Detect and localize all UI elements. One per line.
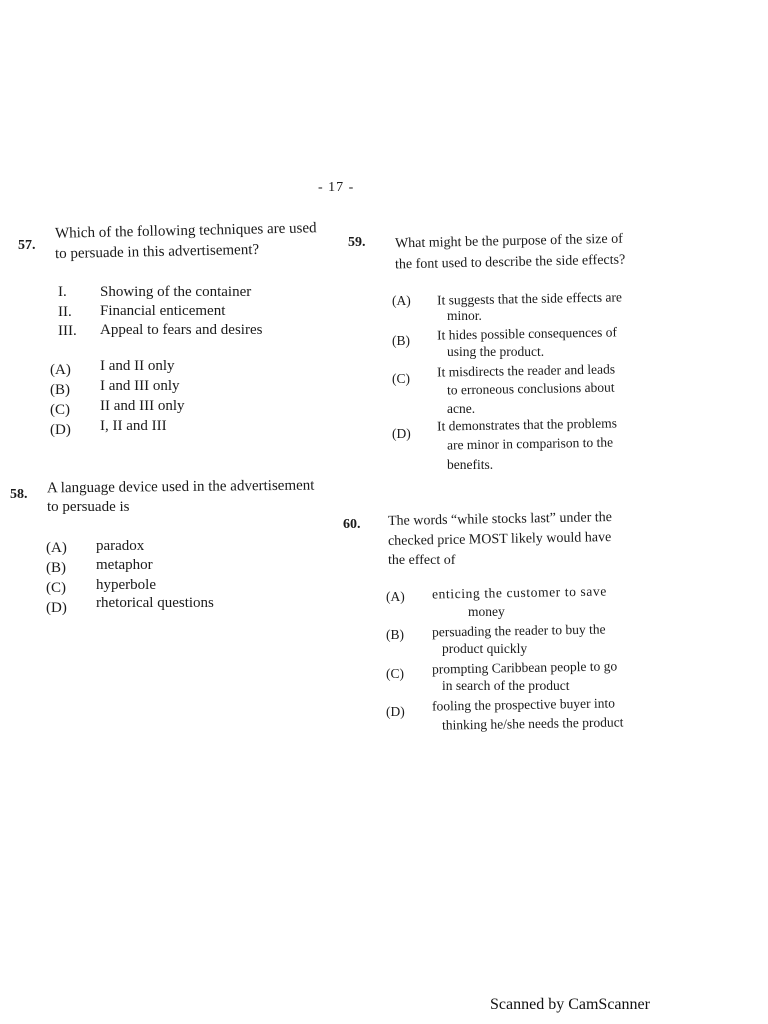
- option-b-label: (B): [386, 627, 404, 642]
- option-c-line: to erroneous conclusions about: [446, 379, 615, 398]
- option-d-line: fooling the prospective buyer into: [431, 695, 616, 714]
- option-a-text: paradox: [96, 538, 145, 554]
- option-d-label: (D): [50, 422, 71, 438]
- question-number: 60.: [343, 517, 361, 532]
- stem-line: the font used to describe the side effects?: [394, 252, 626, 273]
- stem-line: A language device used in the advertisement: [46, 477, 315, 497]
- option-a-label: (A): [386, 589, 405, 604]
- option-d-line: thinking he/she needs the product: [441, 714, 624, 733]
- option-c-label: (C): [50, 402, 70, 418]
- stem-line: What might be the purpose of the size of: [394, 231, 623, 252]
- option-c-label: (C): [386, 666, 404, 681]
- option-d-label: (D): [392, 426, 411, 441]
- stem-line: Which of the following techniques are used: [54, 220, 317, 242]
- option-c-line: prompting Caribbean people to go: [431, 658, 618, 677]
- stem-line: the effect of: [388, 553, 456, 568]
- option-b-label: (B): [46, 560, 66, 576]
- question-number: 57.: [18, 238, 36, 253]
- stem-line: to persuade is: [47, 499, 130, 515]
- option-a-text: I and II only: [100, 358, 175, 374]
- option-b-line: persuading the reader to buy the: [431, 621, 606, 640]
- option-a-label: (A): [50, 362, 71, 378]
- stem-line: to persuade in this advertisement?: [54, 241, 260, 263]
- page-number: - 17 -: [318, 180, 355, 195]
- stem-line: checked price MOST likely would have: [387, 530, 612, 549]
- option-a-line: minor.: [447, 308, 482, 323]
- scanner-watermark: Scanned by CamScanner: [490, 996, 650, 1013]
- option-c-label: (C): [46, 580, 66, 596]
- option-b-line: It hides possible consequences of: [436, 324, 618, 343]
- item-text: Financial enticement: [100, 303, 226, 319]
- question-number: 59.: [348, 235, 366, 250]
- item-label: III.: [58, 323, 77, 339]
- option-c-line: acne.: [447, 401, 476, 416]
- option-a-line: money: [468, 604, 505, 619]
- option-a-label: (A): [46, 540, 67, 556]
- option-c-label: (C): [392, 371, 410, 386]
- item-text: Showing of the container: [100, 284, 252, 300]
- option-c-line: It misdirects the reader and leads: [436, 361, 616, 380]
- option-c-line: in search of the product: [442, 678, 570, 693]
- option-b-text: metaphor: [96, 557, 153, 573]
- option-b-label: (B): [50, 382, 70, 398]
- option-a-label: (A): [392, 293, 411, 308]
- option-d-text: rhetorical questions: [96, 595, 214, 611]
- option-b-line: using the product.: [447, 344, 545, 359]
- option-b-label: (B): [392, 333, 410, 348]
- option-d-line: are minor in comparison to the: [446, 434, 614, 453]
- option-c-text: hyperbole: [96, 577, 156, 593]
- option-b-text: I and III only: [100, 378, 180, 394]
- item-label: I.: [58, 284, 67, 300]
- item-text: Appeal to fears and desires: [100, 322, 263, 338]
- stem-line: The words “while stocks last” under the: [387, 510, 613, 529]
- option-b-line: product quickly: [442, 641, 528, 656]
- item-label: II.: [58, 304, 72, 320]
- option-d-text: I, II and III: [100, 418, 167, 434]
- option-d-label: (D): [386, 704, 405, 719]
- option-c-text: II and III only: [100, 398, 185, 414]
- option-d-line: It demonstrates that the problems: [436, 415, 618, 434]
- option-d-label: (D): [46, 600, 67, 616]
- option-d-line: benefits.: [447, 457, 494, 472]
- option-a-line: It suggests that the side effects are: [436, 289, 623, 308]
- question-number: 58.: [10, 487, 28, 502]
- option-a-line: enticing the customer to save: [431, 583, 607, 602]
